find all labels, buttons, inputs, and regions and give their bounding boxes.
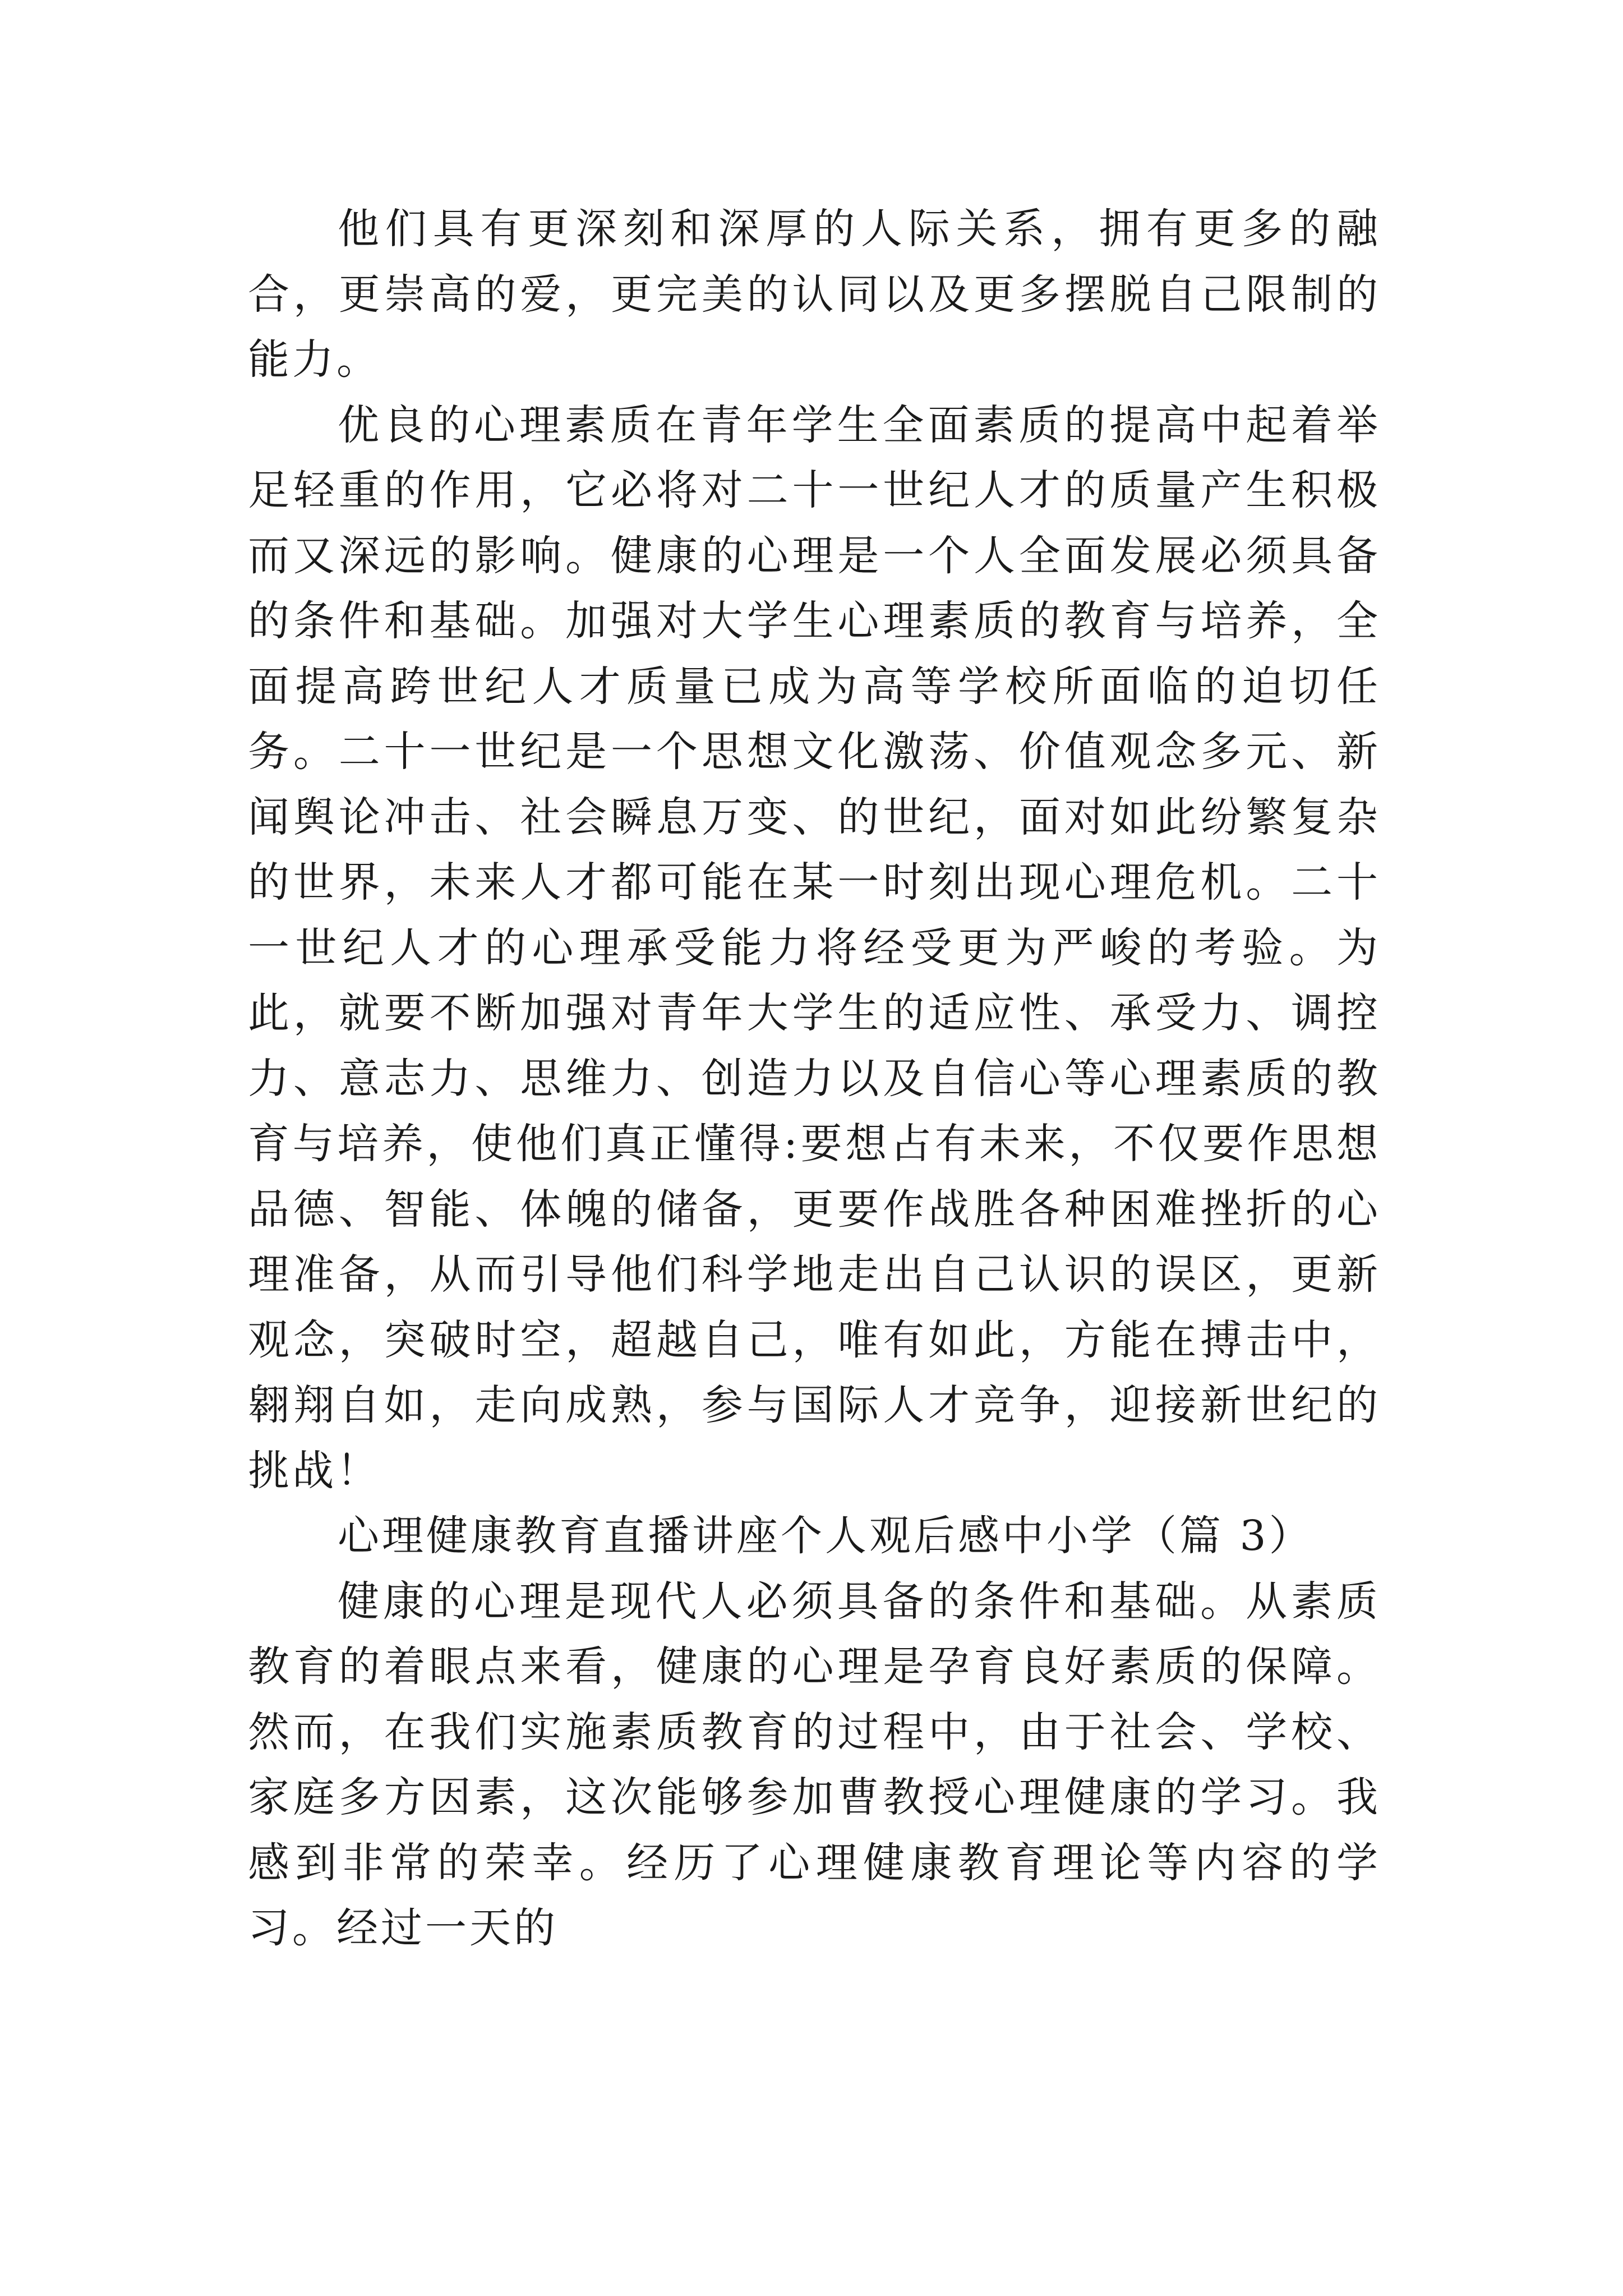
paragraph-3: 健康的心理是现代人必须具备的条件和基础。从素质教育的着眼点来看，健康的心理是孕育良好素质的保障。然而，在我们实施素质教育的过程中，由于社会、学校、家庭多方因素，这次能够参加曹教授心理健康的学习。我感到非常的荣幸。经历了心理健康教育理论等内容的学习。经过一天的 xyxy=(248,1577,1381,1952)
paragraph-2: 优良的心理素质在青年学生全面素质的提高中起着举足轻重的作用，它必将对二十一世纪人才的质量产生积极而又深远的影响。健康的心理是一个人全面发展必须具备的条件和基础。加强对大学生心理素质的教育与培养，全面提高跨世纪人才质量已成为高等学校所面临的迫切任务。二十一世纪是一个思想文化激荡、价值观念多元、新闻舆论冲击、社会瞬息万变、的世纪，面对如此纷繁复杂的世界，未来人才都可能在某一时刻出现心理危机。二十一世纪人才的心理承受能力将经受更为严峻的考验。为此，就要不断加强对青年大学生的适应性、承受力、调控力、意志力、思维力、创造力以及自信心等心理素质的教育与培养，使他们真正懂得:要想占有未来，不仅要作思想品德、智能、体魄的储备，更要作战胜各种困难挫折的心理准备，从而引导他们科学地走出自己认识的误区，更新观念，突破时空，超越自己，唯有如此，方能在搏击中，翱翔自如，走向成熟，参与国际人才竞争，迎接新世纪的挑战！ xyxy=(248,401,1381,1495)
document-body xyxy=(248,196,1381,1961)
section-heading: 心理健康教育直播讲座个人观后感中小学（篇 3） xyxy=(338,1512,1313,1560)
paragraph-1: 他们具有更深刻和深厚的人际关系，拥有更多的融合，更崇高的爱，更完美的认同以及更多摆脱自己限制的能力。 xyxy=(248,205,1381,384)
